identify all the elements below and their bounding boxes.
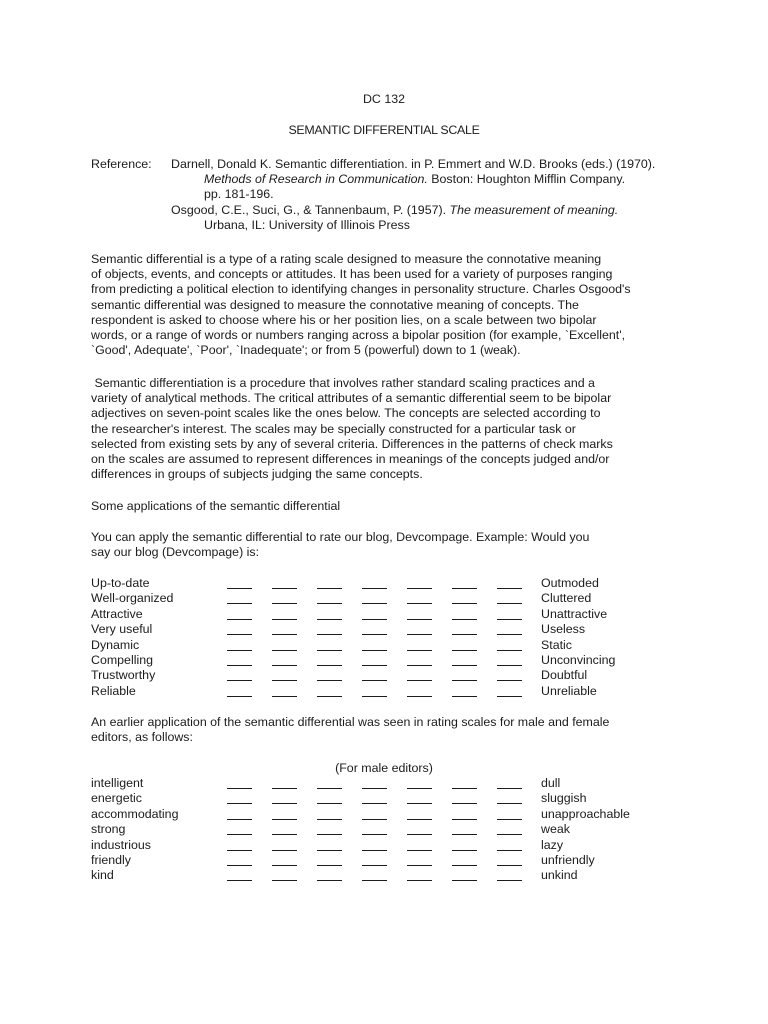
scale-blank-4 bbox=[362, 834, 387, 835]
scale-right-adjective: Unreliable bbox=[541, 683, 597, 698]
blog-intro bbox=[91, 530, 691, 560]
paragraph-definition bbox=[91, 252, 691, 358]
scale-blank-7 bbox=[497, 603, 522, 604]
scale-blank-1 bbox=[227, 588, 252, 589]
scale-blank-3 bbox=[317, 588, 342, 589]
reference-book-title: Methods of Research in Communication. bbox=[204, 172, 428, 187]
scale-blank-6 bbox=[452, 650, 477, 651]
scale-blank-2 bbox=[272, 865, 297, 866]
scale-blank-2 bbox=[272, 619, 297, 620]
scale-blank-5 bbox=[407, 634, 432, 635]
paragraph-line: Semantic differential is a type of a rating scale designed to measure the connotative meaning bbox=[91, 252, 602, 266]
paragraph-line: You can apply the semantic differential to rate our blog, Devcompage. Example: Would you bbox=[91, 530, 590, 544]
paragraph-line: words, or a range of words or numbers ranging across a bipolar position (for example, `Excellent', bbox=[91, 328, 626, 343]
document-title: SEMANTIC DIFFERENTIAL SCALE bbox=[288, 123, 480, 137]
scale-blank-5 bbox=[407, 650, 432, 651]
scale-blank-4 bbox=[362, 819, 387, 820]
scale-blank-1 bbox=[227, 665, 252, 666]
scale-right-adjective: Useless bbox=[541, 622, 586, 637]
paragraph-line: editors, as follows: bbox=[91, 730, 193, 745]
scale-left-adjective: Dynamic bbox=[91, 637, 140, 652]
scale-blank-1 bbox=[227, 803, 252, 804]
paragraph-line: adjectives on seven-point scales like the ones below. The concepts are selected according to bbox=[91, 406, 601, 421]
scale-right-adjective: Unattractive bbox=[541, 606, 608, 621]
scale-row bbox=[91, 607, 691, 622]
scale-blank-4 bbox=[362, 865, 387, 866]
scale-blank-7 bbox=[497, 803, 522, 804]
scale-blank-4 bbox=[362, 680, 387, 681]
scale-blank-1 bbox=[227, 819, 252, 820]
scale-blank-6 bbox=[452, 834, 477, 835]
scale-left-adjective: Compelling bbox=[91, 652, 153, 667]
scale-left-adjective: strong bbox=[91, 822, 126, 837]
scale-blank-4 bbox=[362, 650, 387, 651]
scale-blank-7 bbox=[497, 865, 522, 866]
scale-blank-2 bbox=[272, 696, 297, 697]
scale-blank-3 bbox=[317, 880, 342, 881]
scale-blank-4 bbox=[362, 880, 387, 881]
scale-left-adjective: Very useful bbox=[91, 622, 153, 637]
scale-blank-5 bbox=[407, 880, 432, 881]
scale-blank-1 bbox=[227, 788, 252, 789]
scale-blank-7 bbox=[497, 588, 522, 589]
scale-row bbox=[91, 653, 691, 668]
scale-blank-5 bbox=[407, 788, 432, 789]
paragraph-line: semantic differential was designed to measure the connotative meaning of concepts. The bbox=[91, 297, 579, 312]
scale-right-adjective: Doubtful bbox=[541, 668, 588, 683]
scale-blank-7 bbox=[497, 680, 522, 681]
scale-blank-4 bbox=[362, 696, 387, 697]
scale-blank-6 bbox=[452, 588, 477, 589]
reference-authors: Osgood, C.E., Suci, G., & Tannenbaum, P. (1957). bbox=[171, 202, 450, 217]
scale-blank-3 bbox=[317, 665, 342, 666]
paragraph-line: differences in groups of subjects judging the same concepts. bbox=[91, 467, 423, 482]
scale-blank-4 bbox=[362, 803, 387, 804]
paragraph-line: on the scales are assumed to represent differences in meanings of the concepts judged and/or bbox=[91, 452, 610, 467]
scale-blank-2 bbox=[272, 634, 297, 635]
scale-blank-1 bbox=[227, 680, 252, 681]
scale-blank-5 bbox=[407, 850, 432, 851]
scale-row bbox=[91, 591, 691, 606]
scale-blank-1 bbox=[227, 603, 252, 604]
scale-blank-1 bbox=[227, 634, 252, 635]
scale-blank-4 bbox=[362, 788, 387, 789]
scale-blank-6 bbox=[452, 665, 477, 666]
scale-blank-3 bbox=[317, 680, 342, 681]
editors-scale-caption: (For male editors) bbox=[335, 761, 433, 775]
scale-blank-2 bbox=[272, 665, 297, 666]
scale-blank-2 bbox=[272, 880, 297, 881]
reference-line-3: pp. 181-196. bbox=[204, 187, 274, 202]
paragraph-line: selected from existing sets by any of several criteria. Differences in the patterns of check marks bbox=[91, 436, 613, 451]
scale-blank-6 bbox=[452, 865, 477, 866]
scale-blank-4 bbox=[362, 603, 387, 604]
scale-blank-3 bbox=[317, 634, 342, 635]
reference-list bbox=[171, 157, 731, 233]
scale-blank-2 bbox=[272, 834, 297, 835]
scale-blank-1 bbox=[227, 619, 252, 620]
paragraph-line: Semantic differentiation is a procedure that involves rather standard scaling practices and a bbox=[91, 376, 595, 390]
blog-rating-scale bbox=[91, 576, 691, 699]
scale-blank-3 bbox=[317, 696, 342, 697]
scale-left-adjective: energetic bbox=[91, 791, 142, 806]
scale-row bbox=[91, 622, 691, 637]
reference-line-5: Urbana, IL: University of Illinois Press bbox=[204, 217, 410, 232]
reference-label: Reference: bbox=[91, 157, 152, 171]
scale-row bbox=[91, 868, 691, 883]
scale-blank-4 bbox=[362, 588, 387, 589]
scale-right-adjective: Outmoded bbox=[541, 576, 599, 590]
scale-blank-7 bbox=[497, 834, 522, 835]
scale-blank-3 bbox=[317, 803, 342, 804]
scale-blank-2 bbox=[272, 588, 297, 589]
scale-blank-4 bbox=[362, 619, 387, 620]
scale-right-adjective: unapproachable bbox=[541, 806, 630, 821]
scale-blank-6 bbox=[452, 803, 477, 804]
scale-right-adjective: sluggish bbox=[541, 791, 587, 806]
scale-left-adjective: intelligent bbox=[91, 776, 144, 790]
reference-book-title-2: The measurement of meaning. bbox=[449, 202, 619, 217]
scale-blank-5 bbox=[407, 619, 432, 620]
reference-line-4 bbox=[171, 203, 731, 218]
scale-blank-5 bbox=[407, 588, 432, 589]
scale-left-adjective: Attractive bbox=[91, 606, 143, 621]
scale-row bbox=[91, 684, 691, 699]
scale-left-adjective: Trustworthy bbox=[91, 668, 156, 683]
scale-blank-6 bbox=[452, 880, 477, 881]
scale-blank-7 bbox=[497, 819, 522, 820]
reference-line-2 bbox=[171, 172, 731, 187]
scale-blank-2 bbox=[272, 803, 297, 804]
scale-blank-4 bbox=[362, 665, 387, 666]
editors-intro bbox=[91, 715, 691, 745]
scale-blank-6 bbox=[452, 680, 477, 681]
scale-blank-6 bbox=[452, 819, 477, 820]
paragraph-line: the researcher's interest. The scales may be specially constructed for a particular task or bbox=[91, 421, 576, 436]
scale-blank-7 bbox=[497, 665, 522, 666]
paragraph-line: respondent is asked to choose where his or her position lies, on a scale between two bipolar bbox=[91, 312, 597, 327]
scale-blank-5 bbox=[407, 665, 432, 666]
scale-blank-5 bbox=[407, 603, 432, 604]
paragraph-line: variety of analytical methods. The critical attributes of a semantic differential seem to be bipolar bbox=[91, 391, 612, 406]
scale-blank-3 bbox=[317, 865, 342, 866]
scale-blank-6 bbox=[452, 634, 477, 635]
scale-row bbox=[91, 807, 691, 822]
scale-blank-7 bbox=[497, 850, 522, 851]
scale-blank-1 bbox=[227, 865, 252, 866]
reference-publisher: Boston: Houghton Mifflin Company. bbox=[427, 172, 626, 187]
scale-blank-7 bbox=[497, 619, 522, 620]
scale-blank-7 bbox=[497, 788, 522, 789]
scale-right-adjective: weak bbox=[541, 822, 570, 837]
scale-left-adjective: Reliable bbox=[91, 683, 136, 698]
scale-blank-5 bbox=[407, 696, 432, 697]
scale-blank-2 bbox=[272, 603, 297, 604]
scale-blank-4 bbox=[362, 850, 387, 851]
scale-blank-3 bbox=[317, 819, 342, 820]
scale-blank-2 bbox=[272, 850, 297, 851]
scale-blank-5 bbox=[407, 819, 432, 820]
scale-blank-1 bbox=[227, 834, 252, 835]
scale-row bbox=[91, 776, 691, 791]
scale-blank-6 bbox=[452, 619, 477, 620]
scale-blank-7 bbox=[497, 880, 522, 881]
scale-blank-1 bbox=[227, 696, 252, 697]
applications-heading: Some applications of the semantic differential bbox=[91, 499, 341, 513]
scale-left-adjective: friendly bbox=[91, 852, 131, 867]
scale-blank-2 bbox=[272, 650, 297, 651]
document-code: DC 132 bbox=[362, 92, 405, 106]
scale-blank-4 bbox=[362, 634, 387, 635]
scale-blank-3 bbox=[317, 603, 342, 604]
paragraph-line: from predicting a political election to identifying changes in personality structure. Charles Osgood's bbox=[91, 282, 631, 297]
scale-blank-6 bbox=[452, 788, 477, 789]
scale-blank-7 bbox=[497, 696, 522, 697]
scale-blank-1 bbox=[227, 650, 252, 651]
scale-row bbox=[91, 638, 691, 653]
scale-blank-6 bbox=[452, 850, 477, 851]
scale-blank-7 bbox=[497, 634, 522, 635]
editors-rating-scale bbox=[91, 776, 691, 884]
scale-left-adjective: Up-to-date bbox=[91, 576, 150, 590]
scale-blank-3 bbox=[317, 834, 342, 835]
reference-line-1: Darnell, Donald K. Semantic differentiation. in P. Emmert and W.D. Brooks (eds.) (1970). bbox=[171, 157, 656, 171]
scale-blank-5 bbox=[407, 834, 432, 835]
scale-blank-3 bbox=[317, 788, 342, 789]
scale-right-adjective: Cluttered bbox=[541, 591, 592, 606]
scale-blank-2 bbox=[272, 819, 297, 820]
scale-blank-2 bbox=[272, 788, 297, 789]
paragraph-procedure bbox=[91, 376, 691, 482]
scale-right-adjective: unkind bbox=[541, 868, 578, 883]
scale-row bbox=[91, 668, 691, 683]
scale-blank-1 bbox=[227, 880, 252, 881]
scale-left-adjective: kind bbox=[91, 868, 114, 883]
scale-left-adjective: accommodating bbox=[91, 806, 179, 821]
scale-row bbox=[91, 822, 691, 837]
scale-row bbox=[91, 576, 691, 591]
scale-blank-6 bbox=[452, 603, 477, 604]
scale-right-adjective: lazy bbox=[541, 837, 564, 852]
scale-row bbox=[91, 838, 691, 853]
scale-blank-5 bbox=[407, 865, 432, 866]
paragraph-line: `Good', Adequate', `Poor', `Inadequate'; or from 5 (powerful) down to 1 (weak). bbox=[91, 343, 521, 358]
scale-left-adjective: industrious bbox=[91, 837, 151, 852]
paragraph-line: An earlier application of the semantic differential was seen in rating scales for male and female bbox=[91, 715, 610, 729]
scale-left-adjective: Well-organized bbox=[91, 591, 174, 606]
scale-right-adjective: Static bbox=[541, 637, 572, 652]
scale-row bbox=[91, 853, 691, 868]
scale-blank-3 bbox=[317, 619, 342, 620]
scale-blank-5 bbox=[407, 803, 432, 804]
scale-right-adjective: dull bbox=[541, 776, 561, 790]
scale-blank-1 bbox=[227, 850, 252, 851]
scale-right-adjective: unfriendly bbox=[541, 852, 595, 867]
paragraph-line: say our blog (Devcompage) is: bbox=[91, 545, 260, 560]
scale-blank-3 bbox=[317, 650, 342, 651]
scale-blank-2 bbox=[272, 680, 297, 681]
paragraph-line: of objects, events, and concepts or attitudes. It has been used for a variety of purposes ranging bbox=[91, 267, 613, 282]
scale-blank-3 bbox=[317, 850, 342, 851]
scale-row bbox=[91, 791, 691, 806]
scale-blank-6 bbox=[452, 696, 477, 697]
scale-blank-7 bbox=[497, 650, 522, 651]
scale-right-adjective: Unconvincing bbox=[541, 652, 616, 667]
scale-blank-5 bbox=[407, 680, 432, 681]
